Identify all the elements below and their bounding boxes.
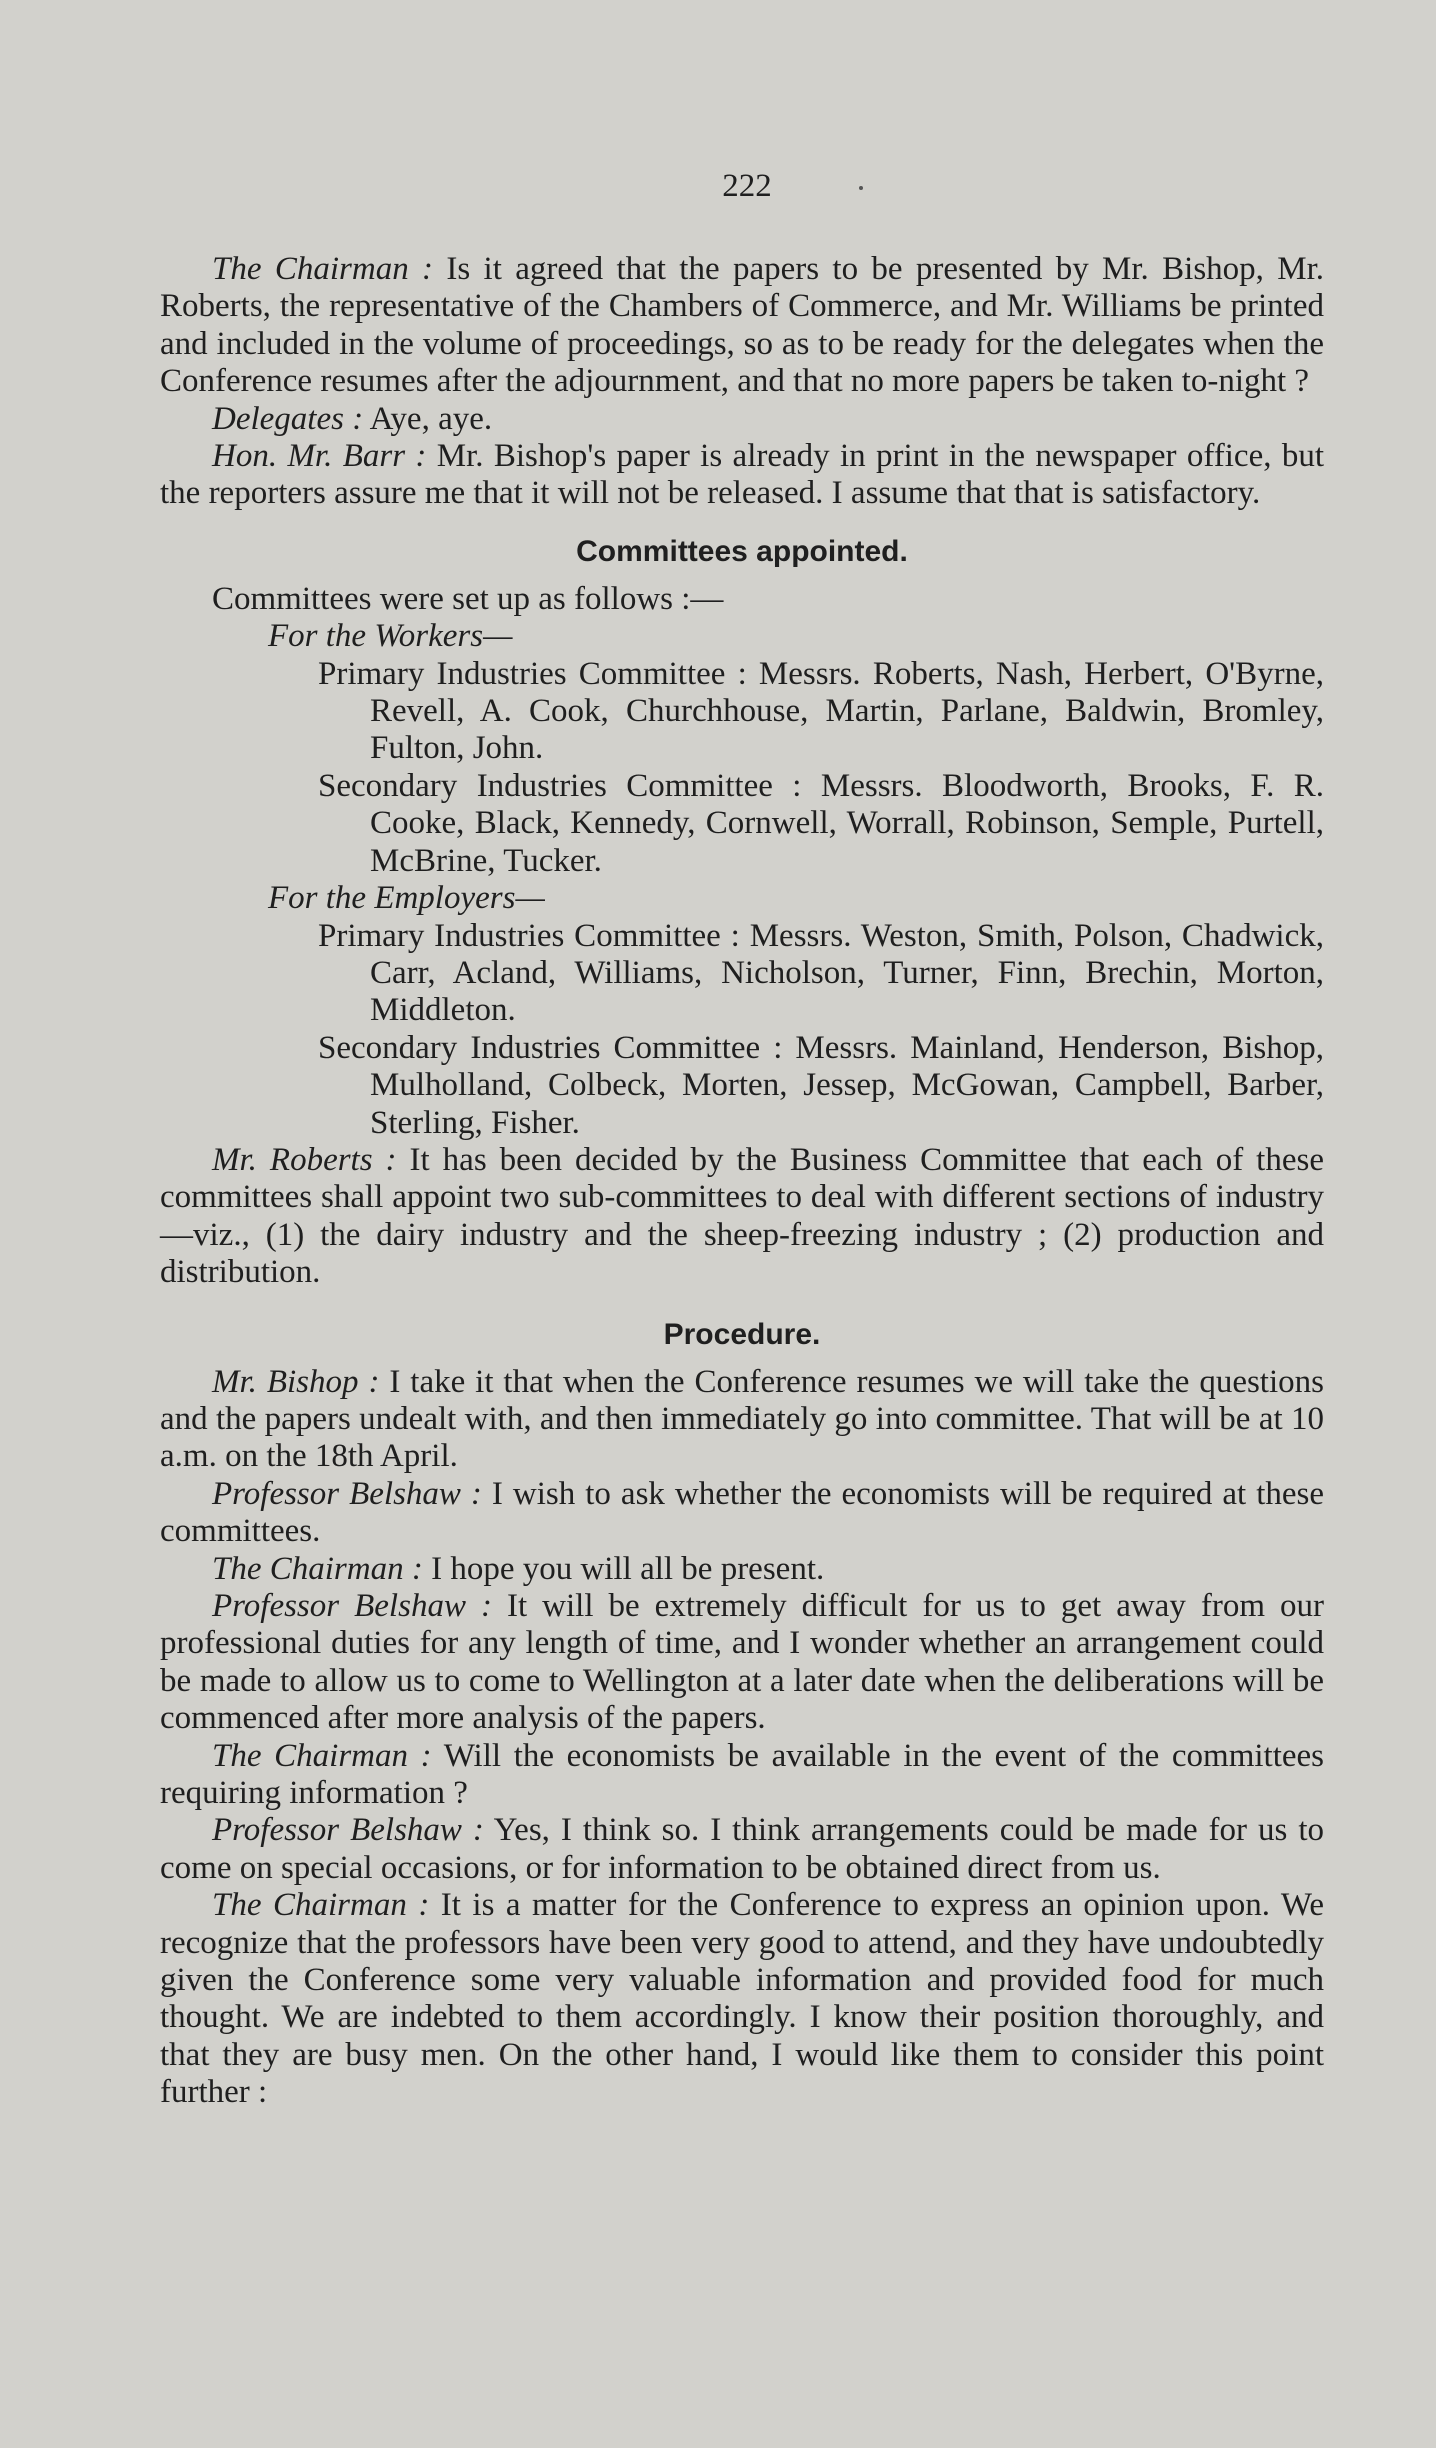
speaker-name: Hon. Mr. Barr : (212, 438, 427, 475)
page-number: 222 (722, 168, 772, 204)
speaker-name: The Chairman : (212, 1737, 432, 1774)
speaker-name: Mr. Roberts : (212, 1141, 397, 1178)
speech-text: Mr. Bishop's paper is already in print in the newspaper office, but the reporters assure me that it will not be released. I assume that that is satisfactory. (160, 438, 1324, 512)
speech-text: I wish to ask whether the economists will be required at these committees. (160, 1475, 1325, 1550)
workers-label: For the Workers— (268, 618, 513, 655)
belshaw-arrangement-paragraph (160, 1812, 1324, 1887)
belshaw-question-paragraph (160, 1476, 1324, 1551)
chairman-question-paragraph (160, 251, 1324, 401)
speaker-name: The Chairman : (212, 1550, 423, 1587)
procedure-heading: Procedure. (663, 1317, 821, 1351)
chairman-availability-paragraph (160, 1738, 1324, 1813)
speech-text: It will be extremely difficult for us to get away from our professional duties for any length of time, and I wonder whether an arrangement could be made to allow us to come to Wellington at a later date when the deliberations will be commenced after more analysis of the papers. (160, 1588, 1324, 1737)
roberts-statement-paragraph (160, 1142, 1324, 1292)
speaker-name: Delegates : (212, 400, 364, 437)
belshaw-difficulty-paragraph (160, 1588, 1324, 1738)
speaker-name: Professor Belshaw : (212, 1812, 484, 1849)
speech-text: I hope you will all be present. (422, 1550, 825, 1587)
chairman-opinion-paragraph (160, 1887, 1324, 2111)
workers-primary-committee: Primary Industries Committee : Messrs. Roberts, Nash, Herbert, O'Byrne, Revell, A. Cook, Churchhouse, Martin, Parlane, Baldwin, Bromley, Fulton, John. (318, 655, 1324, 767)
workers-secondary-committee: Secondary Industries Committee : Messrs. Bloodworth, Brooks, F. R. Cooke, Black, Kennedy, Cornwell, Worrall, Robinson, Semple, Purtell, McBrine, Tucker. (318, 767, 1324, 879)
speaker-name: Professor Belshaw : (212, 1588, 492, 1624)
speech-text: It is a matter for the Conference to express an opinion upon. We recognize that the professors have been very good to attend, and they have undoubtedly given the Conference some very valuable information and provided food for much thought. We are indebted to them accordingly. I know their position thoroughly, and that they are busy men. On the other hand, I would like them to consider this point further : (160, 1887, 1324, 2111)
barr-statement-paragraph (160, 438, 1324, 513)
speech-text: Aye, aye. (363, 400, 493, 437)
speaker-name: Professor Belshaw : (212, 1475, 482, 1512)
speech-text: Yes, I think so. I think arrangements could be made for us to come on special occasions, or for information to be obtained direct from us. (160, 1812, 1324, 1886)
employers-secondary-committee: Secondary Industries Committee : Messrs. Mainland, Henderson, Bishop, Mulholland, Colbeck, Morten, Jessep, McGowan, Campbell, Barber, Sterling, Fisher. (318, 1029, 1324, 1141)
speaker-name: Mr. Bishop : (212, 1363, 380, 1400)
speaker-name: The Chairman : (212, 251, 434, 287)
committees-intro: Committees were set up as follows :— (212, 580, 724, 617)
top-section (160, 251, 1324, 513)
speech-text: Will the economists be available in the event of the committees requiring information ? (160, 1737, 1324, 1812)
speaker-name: The Chairman : (212, 1887, 430, 1924)
procedure-section (160, 1318, 1324, 2112)
committees-section (160, 535, 1324, 1292)
speck-mark (859, 186, 863, 190)
delegates-reply-paragraph (160, 401, 1324, 438)
employers-label: For the Employers— (268, 880, 545, 917)
speech-text: Is it agreed that the papers to be presented by Mr. Bishop, Mr. Roberts, the representative of the Chambers of Commerce, and Mr. Williams be printed and included in the volume of proceedings, so as to be ready for the delegates when the Conference resumes after the adjournment, and that no more papers be taken to-night ? (160, 251, 1325, 400)
committees-heading: Committees appointed. (576, 534, 908, 568)
speech-text: It has been decided by the Business Committee that each of these committees shall appoint two sub-committees to deal with different sections of industry—viz., (1) the dairy industry and the sheep-freezing industry ; (2) production and distribution. (160, 1141, 1324, 1291)
speech-text: I take it that when the Conference resumes we will take the questions and the papers undealt with, and then immediately go into committee. That will be at 10 a.m. on the 18th April. (160, 1363, 1324, 1475)
employers-primary-committee: Primary Industries Committee : Messrs. Weston, Smith, Polson, Chadwick, Carr, Acland, Williams, Nicholson, Turner, Finn, Brechin, Morton, Middleton. (318, 917, 1324, 1029)
bishop-statement-paragraph (160, 1364, 1324, 1476)
chairman-reply-paragraph (160, 1551, 1324, 1588)
